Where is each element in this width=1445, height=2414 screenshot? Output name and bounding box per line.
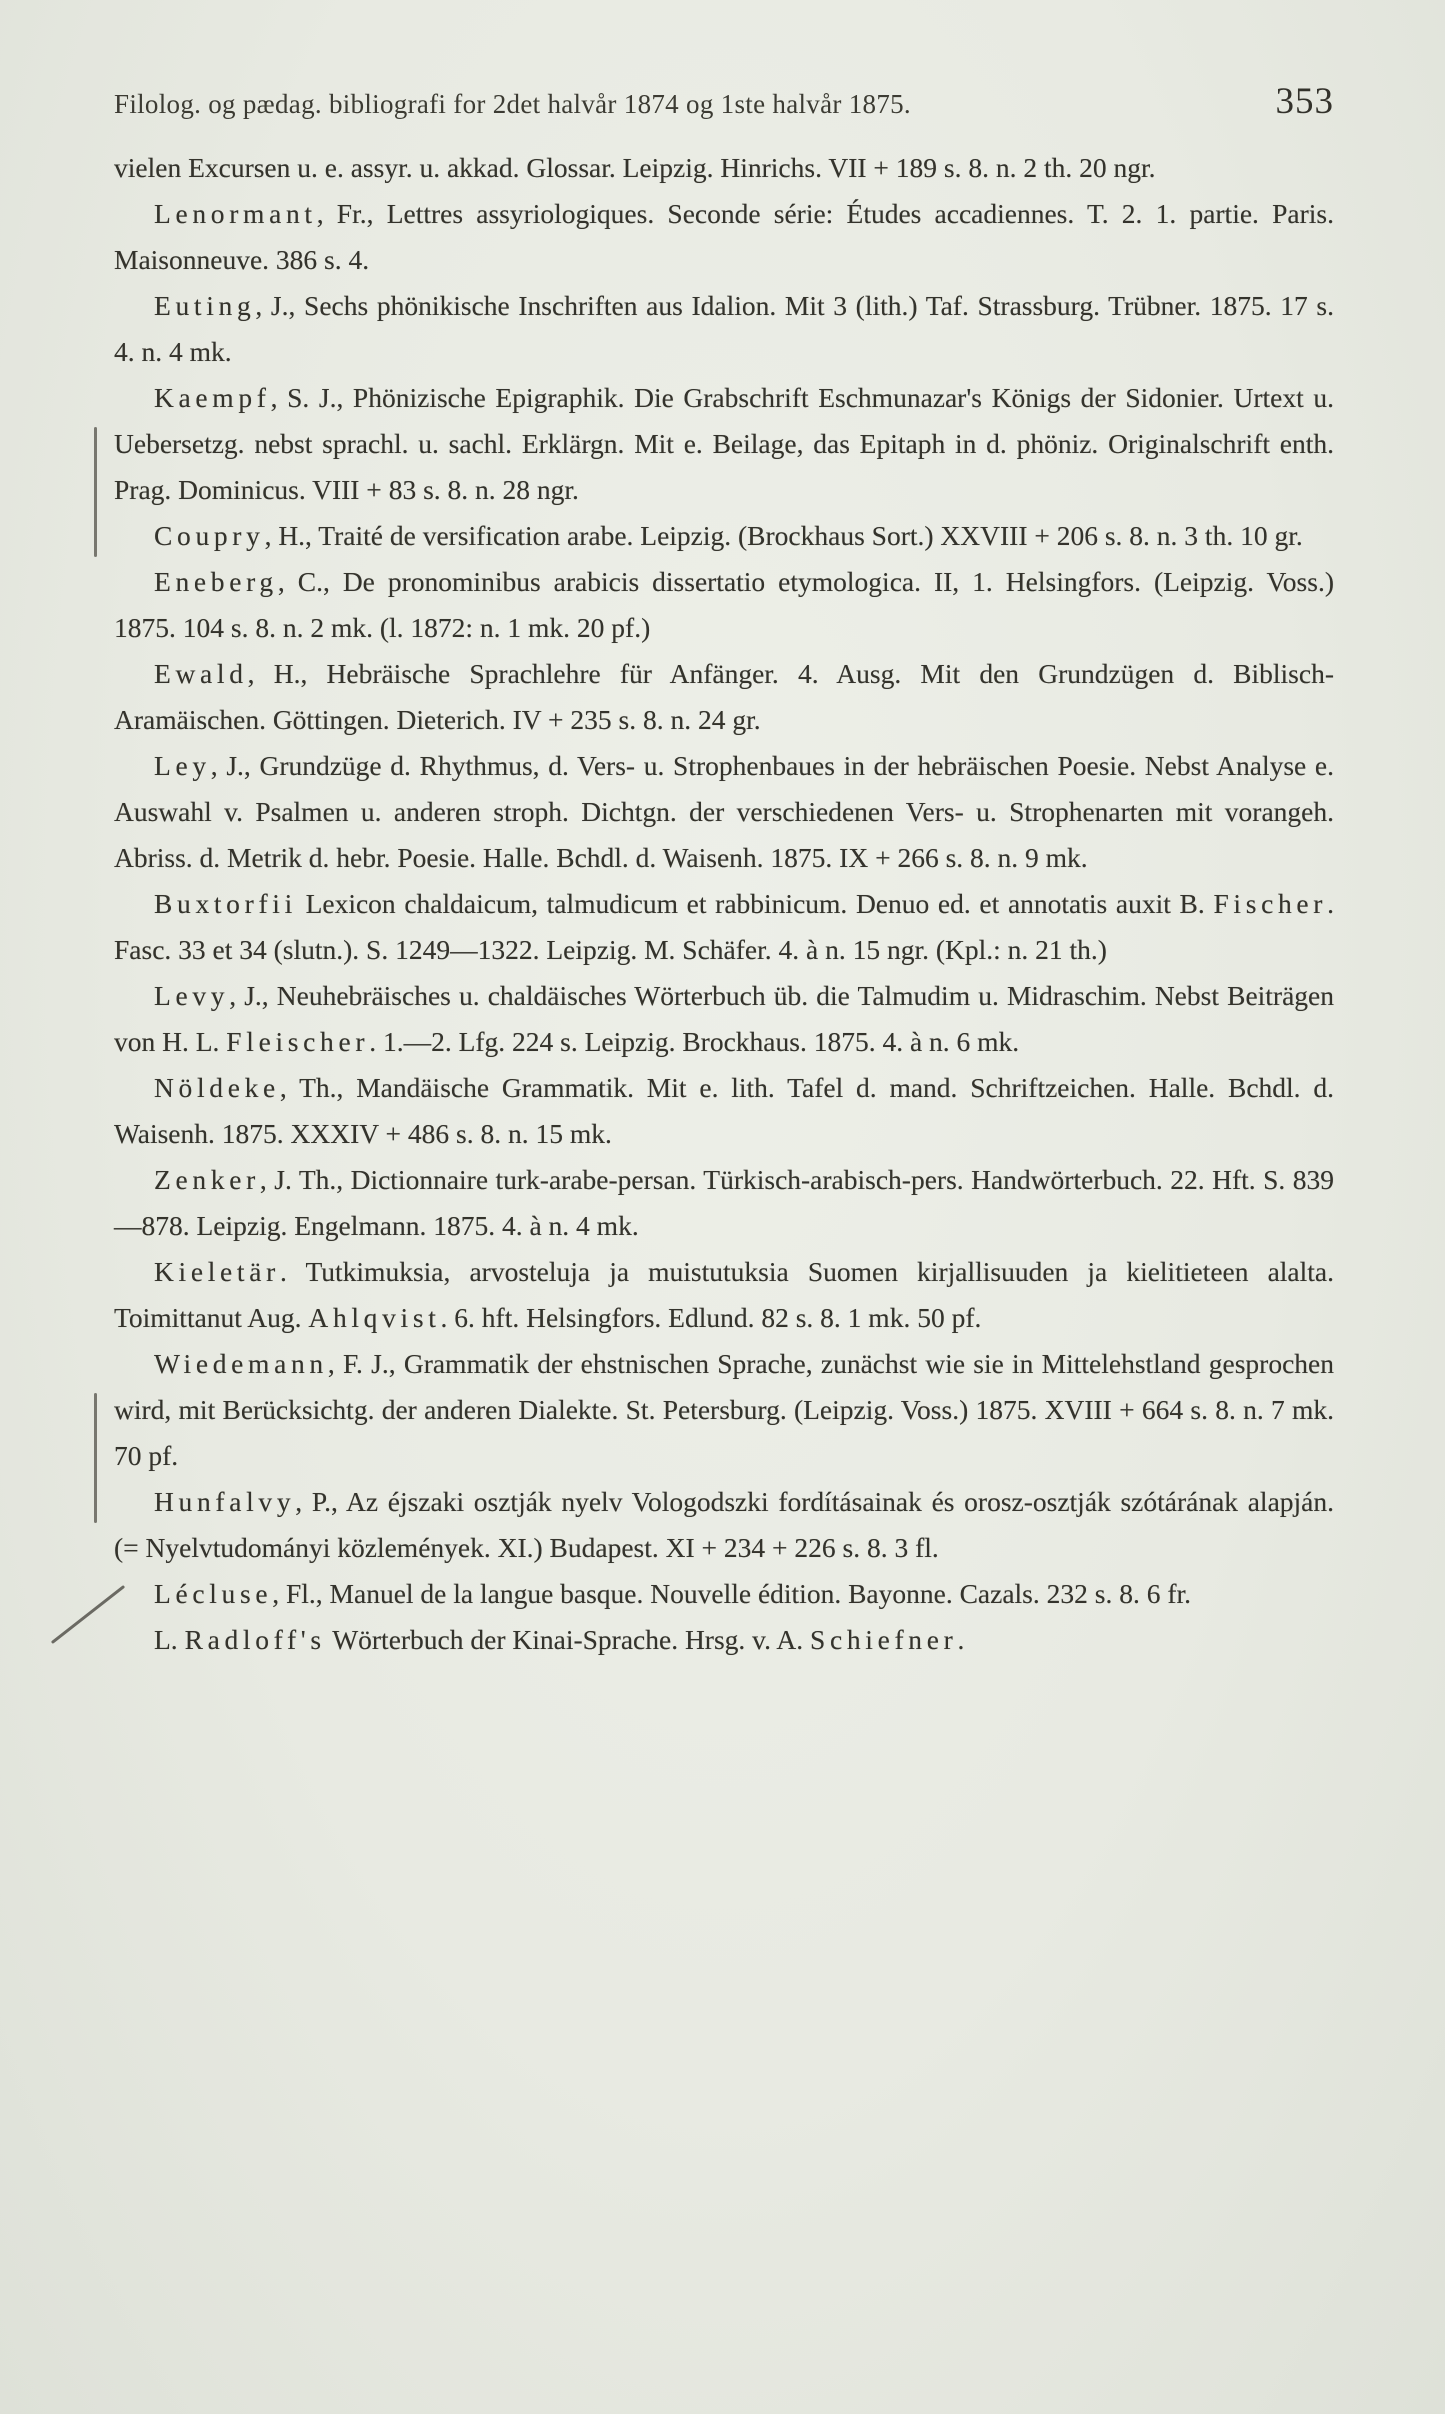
- author-name: Schiefner: [809, 1624, 958, 1655]
- author-name: Ewald: [154, 658, 248, 689]
- author-name: Coupry: [154, 520, 265, 551]
- entry-text: , F. J., Grammatik der ehstnischen Sprache, zunächst wie sie in Mittelehstland gesprochen wird, mit Berücksichtg. der anderen Dialekte. St. Petersburg. (Leipzig. Voss.) 1875. XVIII + 664 s. 8. n. 7 mk. 70 pf.: [114, 1348, 1334, 1471]
- bibliography-entry: [114, 1617, 1334, 1663]
- author-name: Zenker: [154, 1164, 260, 1195]
- author-name: Lécluse: [154, 1578, 273, 1609]
- entry-text: , Th., Mandäische Grammatik. Mit e. lith. Tafel d. mand. Schriftzeichen. Halle. Bchdl. d. Waisenh. 1875. XXXIV + 486 s. 8. n. 15 mk.: [114, 1072, 1334, 1149]
- bibliography-entries: [114, 145, 1334, 1663]
- author-name: Buxtorfii: [154, 888, 297, 919]
- author-name: Kieletär: [154, 1256, 280, 1287]
- entry-text: vielen Excursen u. e. assyr. u. akkad. Glossar. Leipzig. Hinrichs. VII + 189 s. 8. n. 2 th. 20 ngr.: [114, 152, 1156, 183]
- bibliography-entry: [114, 145, 1334, 191]
- margin-bar-mark: [94, 1393, 97, 1523]
- author-name: Nöldeke: [154, 1072, 280, 1103]
- entry-text: , J., Grundzüge d. Rhythmus, d. Vers- u. Strophenbaues in der hebräischen Poesie. Nebst Analyse e. Auswahl v. Psalmen u. anderen stroph. Dichtgn. der verschiedenen Vers- u. Strophenarten mit vorangeh. Abriss. d. Metrik d. hebr. Poesie. Halle. Bchdl. d. Waisenh. 1875. IX + 266 s. 8. n. 9 mk.: [114, 750, 1334, 873]
- author-name: Euting: [154, 290, 256, 321]
- bibliography-entry: [114, 881, 1334, 973]
- entry-text: , H., Traité de versification arabe. Leipzig. (Brockhaus Sort.) XXVIII + 206 s. 8. n. 3 th. 10 gr.: [264, 520, 1303, 551]
- bibliography-entry: [114, 651, 1334, 743]
- text-block: [114, 80, 1334, 1663]
- author-name: Radloff's: [184, 1624, 326, 1655]
- bibliography-entry: [114, 1341, 1334, 1479]
- author-name: Hunfalvy: [154, 1486, 296, 1517]
- entry-text: , P., Az éjszaki osztják nyelv Vologodszki fordításainak és orosz-osztják szótárának alapján. (= Nyelvtudományi közlemények. XI.) Budapest. XI + 234 + 226 s. 8. 3 fl.: [114, 1486, 1334, 1563]
- entry-text: . Tutkimuksia, arvosteluja ja muistutuksia Suomen kirjallisuuden ja kielitieteen alalta. Toimittanut Aug.: [114, 1256, 1334, 1333]
- entry-text: Lexicon chaldaicum, talmudicum et rabbinicum. Denuo ed. et annotatis auxit B.: [296, 888, 1214, 919]
- author-name: Lenormant: [154, 198, 317, 229]
- author-name: Fleischer: [226, 1026, 370, 1057]
- author-name: Levy: [154, 980, 230, 1011]
- bibliography-entry: [114, 1479, 1334, 1571]
- entry-text: . Fasc. 33 et 34 (slutn.). S. 1249—1322. Leipzig. M. Schäfer. 4. à n. 15 ngr. (Kpl.: n. 21 th.): [114, 888, 1334, 965]
- entry-text: . 1.—2. Lfg. 224 s. Leipzig. Brockhaus. 1875. 4. à n. 6 mk.: [369, 1026, 1020, 1057]
- entry-text: , C., De pronominibus arabicis dissertatio etymologica. II, 1. Helsingfors. (Leipzig. Voss.) 1875. 104 s. 8. n. 2 mk. (l. 1872: n. 1 mk. 20 pf.): [114, 566, 1334, 643]
- bibliography-entry: [114, 973, 1334, 1065]
- bibliography-entry: [114, 1065, 1334, 1157]
- entry-text: , S. J., Phönizische Epigraphik. Die Grabschrift Eschmunazar's Königs der Sidonier. Urtext u. Uebersetzg. nebst sprachl. u. sachl. Erklärgn. Mit e. Beilage, das Epitaph in d. phöniz. Originalschrift enth. Prag. Dominicus. VIII + 83 s. 8. n. 28 ngr.: [114, 382, 1334, 505]
- author-name: Kaempf: [154, 382, 271, 413]
- entry-text: Wörterbuch der Kinai-Sprache. Hrsg. v. A.: [325, 1624, 810, 1655]
- bibliography-entry: [114, 743, 1334, 881]
- entry-text: L.: [154, 1624, 185, 1655]
- entry-text: . 6. hft. Helsingfors. Edlund. 82 s. 8. 1 mk. 50 pf.: [440, 1302, 982, 1333]
- bibliography-entry: [114, 283, 1334, 375]
- bibliography-entry: [114, 375, 1334, 513]
- bibliography-entry: [114, 1571, 1334, 1617]
- entry-text: , J., Neuhebräisches u. chaldäisches Wörterbuch üb. die Talmudim u. Midraschim. Nebst Beiträgen von H. L.: [114, 980, 1334, 1057]
- running-title: Filolog. og pædag. bibliografi for 2det halvår 1874 og 1ste halvår 1875.: [114, 89, 911, 119]
- bibliography-entry: [114, 559, 1334, 651]
- margin-bar-mark: [94, 427, 97, 557]
- bibliography-entry: [114, 191, 1334, 283]
- author-name: Ahlqvist: [308, 1302, 441, 1333]
- entry-text: , J., Sechs phönikische Inschriften aus Idalion. Mit 3 (lith.) Taf. Strassburg. Trübner. 1875. 17 s. 4. n. 4 mk.: [114, 290, 1334, 367]
- author-name: Fischer: [1213, 888, 1328, 919]
- bibliography-entry: [114, 1249, 1334, 1341]
- entry-text: , Fr., Lettres assyriologiques. Seconde série: Études accadiennes. T. 2. 1. partie. Paris. Maisonneuve. 386 s. 4.: [114, 198, 1334, 275]
- page-header: [114, 80, 1334, 123]
- author-name: Ley: [154, 750, 211, 781]
- bibliography-entry: [114, 1157, 1334, 1249]
- entry-text: .: [957, 1624, 965, 1655]
- author-name: Eneberg: [154, 566, 278, 597]
- entry-text: , Fl., Manuel de la langue basque. Nouvelle édition. Bayonne. Cazals. 232 s. 8. 6 fr.: [272, 1578, 1192, 1609]
- entry-text: , H., Hebräische Sprachlehre für Anfänger. 4. Ausg. Mit den Grundzügen d. Biblisch-Aramäischen. Göttingen. Dieterich. IV + 235 s. 8. n. 24 gr.: [114, 658, 1334, 735]
- page-number: 353: [1275, 81, 1334, 122]
- entry-text: , J. Th., Dictionnaire turk-arabe-persan. Türkisch-arabisch-pers. Handwörterbuch. 22. Hft. S. 839—878. Leipzig. Engelmann. 1875. 4. à n. 4 mk.: [114, 1164, 1334, 1241]
- bibliography-entry: [114, 513, 1334, 559]
- author-name: Wiedemann: [154, 1348, 328, 1379]
